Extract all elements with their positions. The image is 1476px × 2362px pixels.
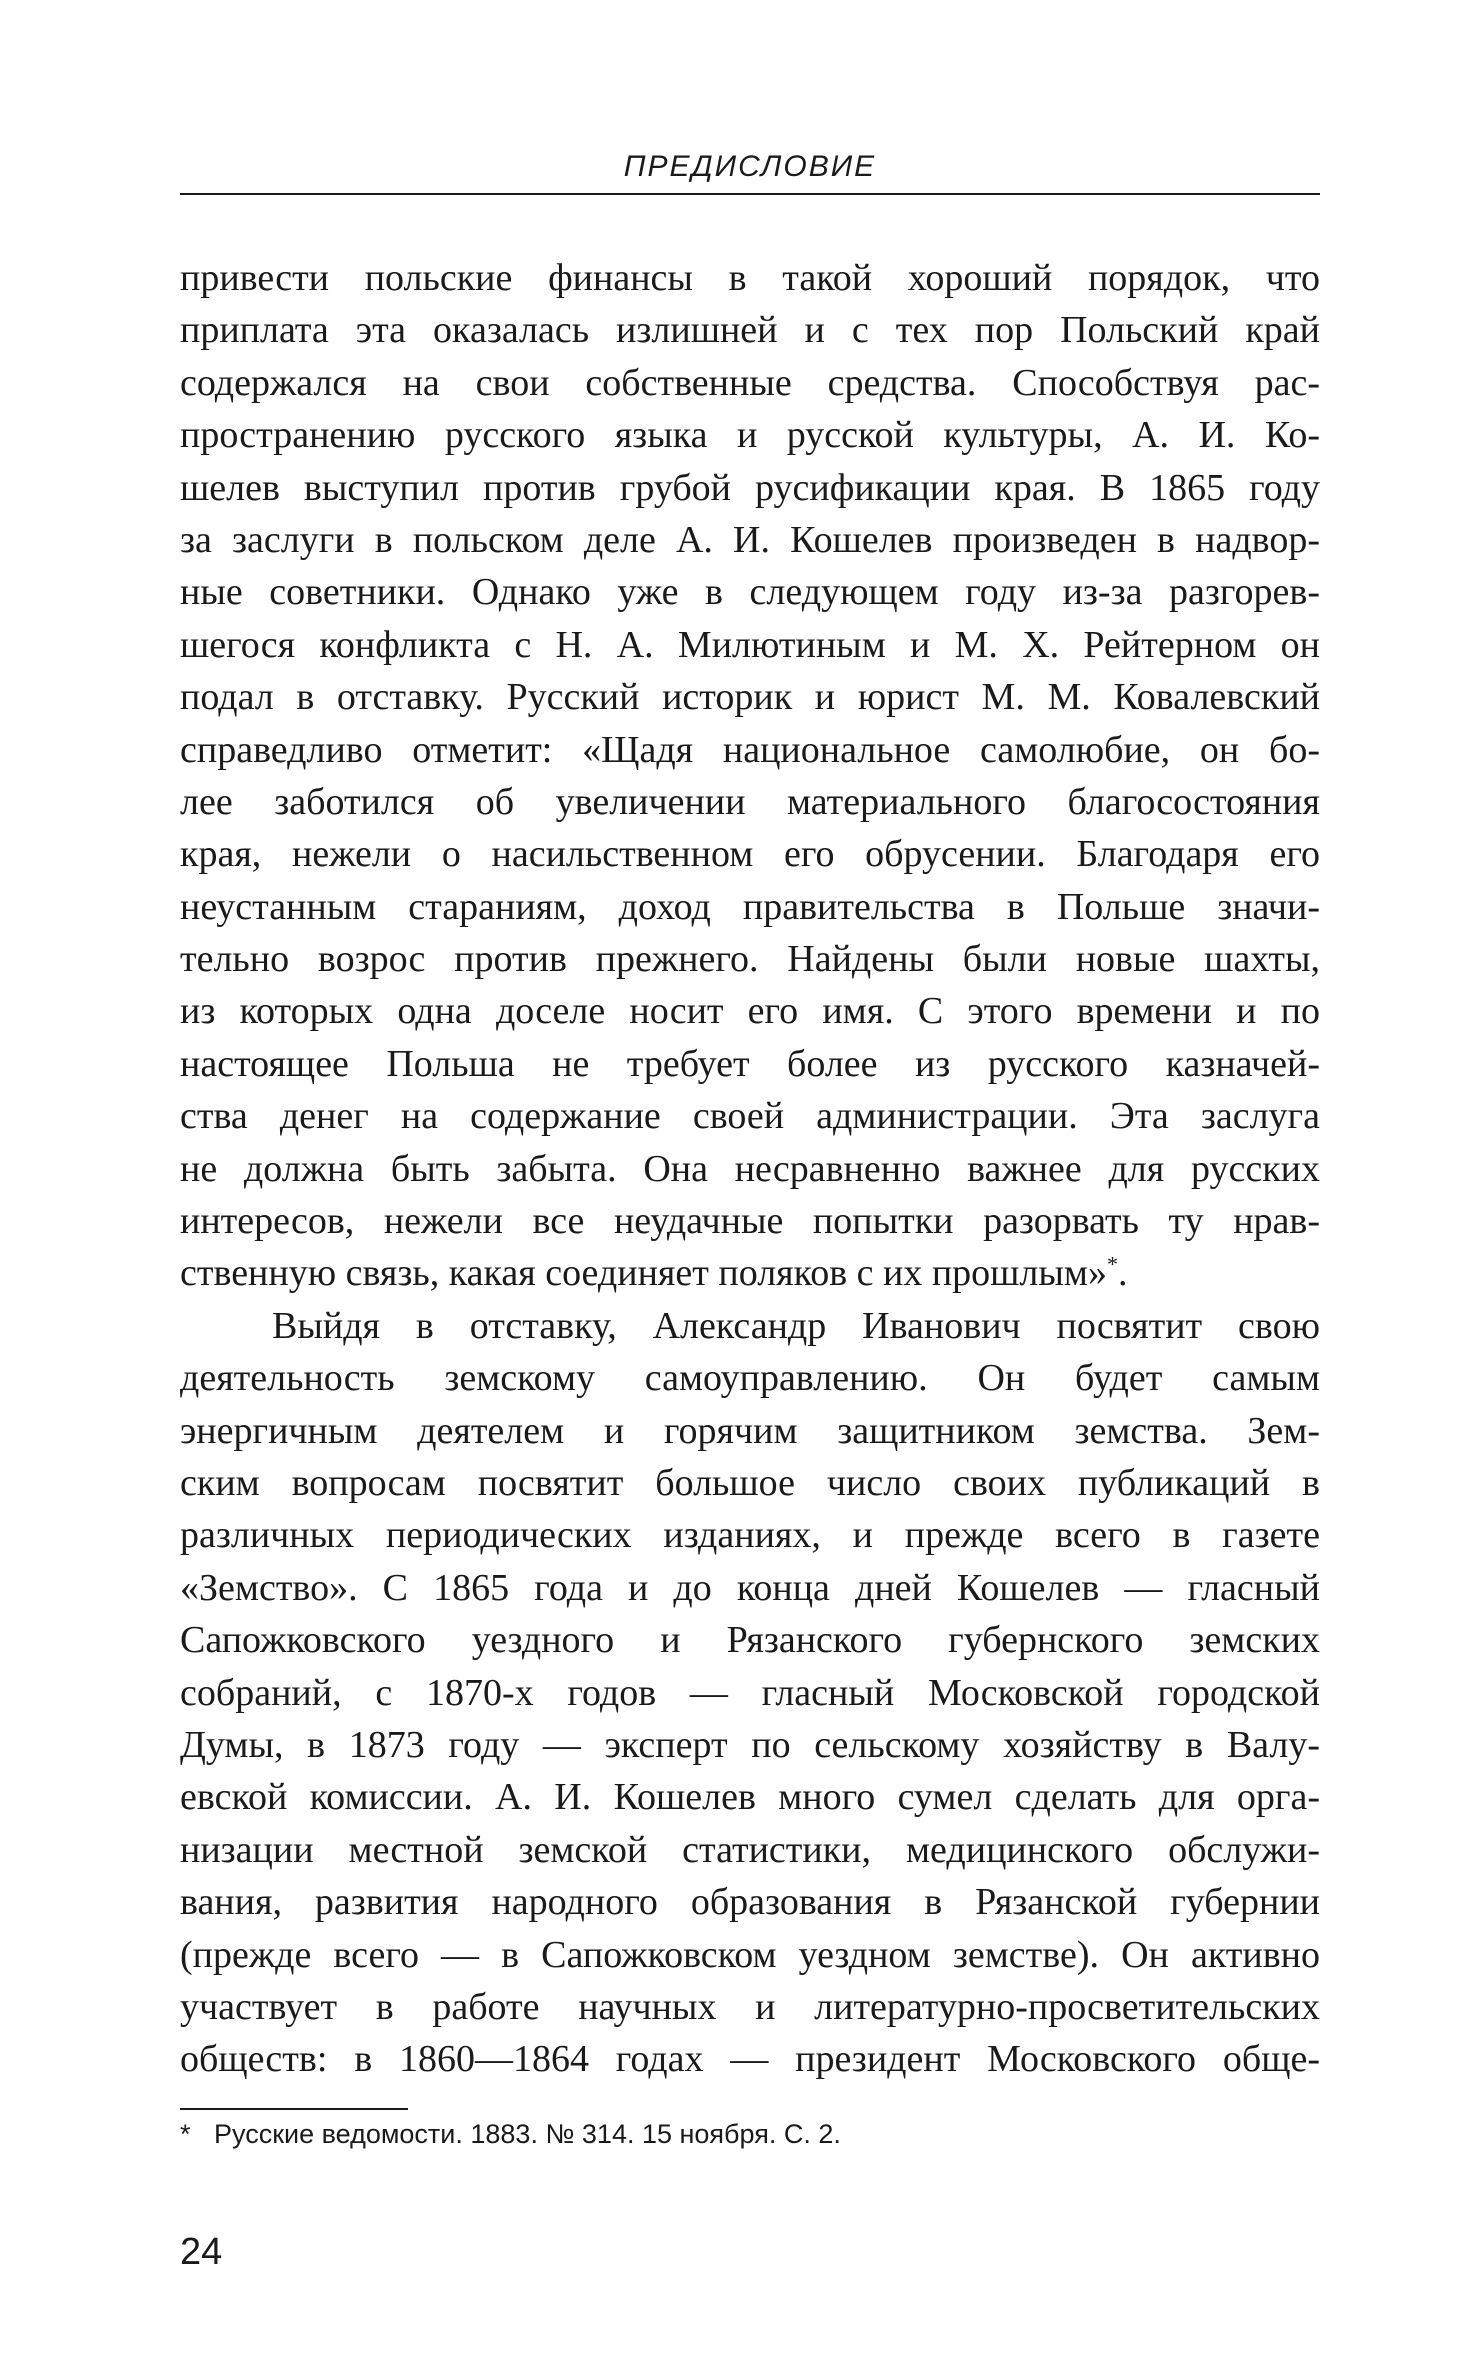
text-line: приплата эта оказалась излишней и с тех пор Польский край	[180, 309, 1320, 352]
text-line: из которых одна доселе носит его имя. С этого времени и по	[180, 990, 1320, 1033]
footnote-reference[interactable]: *	[1106, 1251, 1118, 1277]
text-line: деятельность земскому самоуправлению. Он будет самым	[180, 1357, 1320, 1400]
text-line: шелев выступил против грубой русификации края. В 1865 году	[180, 466, 1320, 509]
text-line: интересов, нежели все неудачные попытки разорвать ту нрав-	[180, 1200, 1320, 1243]
text-line: за заслуги в польском деле А. И. Кошелев произведен в надвор-	[180, 518, 1320, 561]
text-line: не должна быть забыта. Она несравненно важнее для русских	[180, 1147, 1320, 1190]
text-line: шегося конфликта с Н. А. Милютиным и М. Х. Рейтерном он	[180, 623, 1320, 666]
text-line: тельно возрос против прежнего. Найдены были новые шахты,	[180, 938, 1320, 981]
text-line: привести польские финансы в такой хороший порядок, что	[180, 257, 1320, 299]
text-line: евской комиссии. А. И. Кошелев много сумел сделать для орга-	[180, 1776, 1320, 1819]
text-line: края, нежели о насильственном его обрусении. Благодаря его	[180, 833, 1320, 876]
text-line: пространению русского языка и русской культуры, А. И. Ко-	[180, 414, 1320, 457]
text-line: содержался на свои собственные средства. Способствуя рас-	[180, 361, 1320, 404]
text-line: обществ: в 1860—1864 годах — президент Московского обще-	[180, 2038, 1320, 2081]
footnote-rule	[180, 2108, 408, 2110]
text-line: лее заботился об увеличении материального благосостояния	[180, 780, 1320, 823]
text-line: различных периодических изданиях, и прежде всего в газете	[180, 1514, 1320, 1557]
footnote-marker: *	[180, 2119, 191, 2149]
text-line: «Земство». С 1865 года и до конца дней Кошелев — гласный	[180, 1566, 1320, 1609]
text-line: энергичным деятелем и горячим защитником земства. Зем-	[180, 1409, 1320, 1452]
body-text	[180, 252, 1320, 2086]
text-line: ства денег на содержание своей администрации. Эта заслуга	[180, 1095, 1320, 1138]
text-line: ные советники. Однако уже в следующем году из-за разгорев-	[180, 571, 1320, 614]
paragraph-start-line: Выйдя в отставку, Александр Иванович посвятит свою	[272, 1304, 1320, 1347]
paragraph-end-line	[180, 1247, 1320, 1299]
header-rule	[180, 193, 1320, 195]
text-line: подал в отставку. Русский историк и юрист М. М. Ковалевский	[180, 676, 1320, 719]
text-line: ским вопросам посвятит большое число своих публикаций в	[180, 1461, 1320, 1504]
text-line: Думы, в 1873 году — эксперт по сельскому хозяйству в Валу-	[180, 1723, 1320, 1766]
footnote	[180, 2116, 841, 2152]
text-line: Сапожковского уездного и Рязанского губернского земских	[180, 1619, 1320, 1662]
text-line: настоящее Польша не требует более из русского казначей-	[180, 1042, 1320, 1085]
text-line: (прежде всего — в Сапожковском уездном земстве). Он активно	[180, 1933, 1320, 1976]
page-number: 24	[180, 2231, 223, 2273]
text-line-content: ственную связь, какая соединяет поляков с их прошлым»	[180, 1252, 1107, 1295]
text-line: неустанным стараниям, доход правительства в Польше значи-	[180, 885, 1320, 928]
text-line: низации местной земской статистики, медицинского обслужи-	[180, 1828, 1320, 1871]
text-line: участвует в работе научных и литературно-просветительских	[180, 1985, 1320, 2028]
text-line: вания, развития народного образования в Рязанской губернии	[180, 1881, 1320, 1924]
footnote-text: Русские ведомости. 1883. № 314. 15 ноября. С. 2.	[214, 2119, 841, 2149]
text-line: собраний, с 1870-х годов — гласный Московской городской	[180, 1671, 1320, 1714]
sentence-period: .	[1117, 1252, 1128, 1295]
text-line: справедливо отметит: «Щадя национальное самолюбие, он бо-	[180, 728, 1320, 771]
running-head: ПРЕДИСЛОВИЕ	[623, 150, 877, 183]
